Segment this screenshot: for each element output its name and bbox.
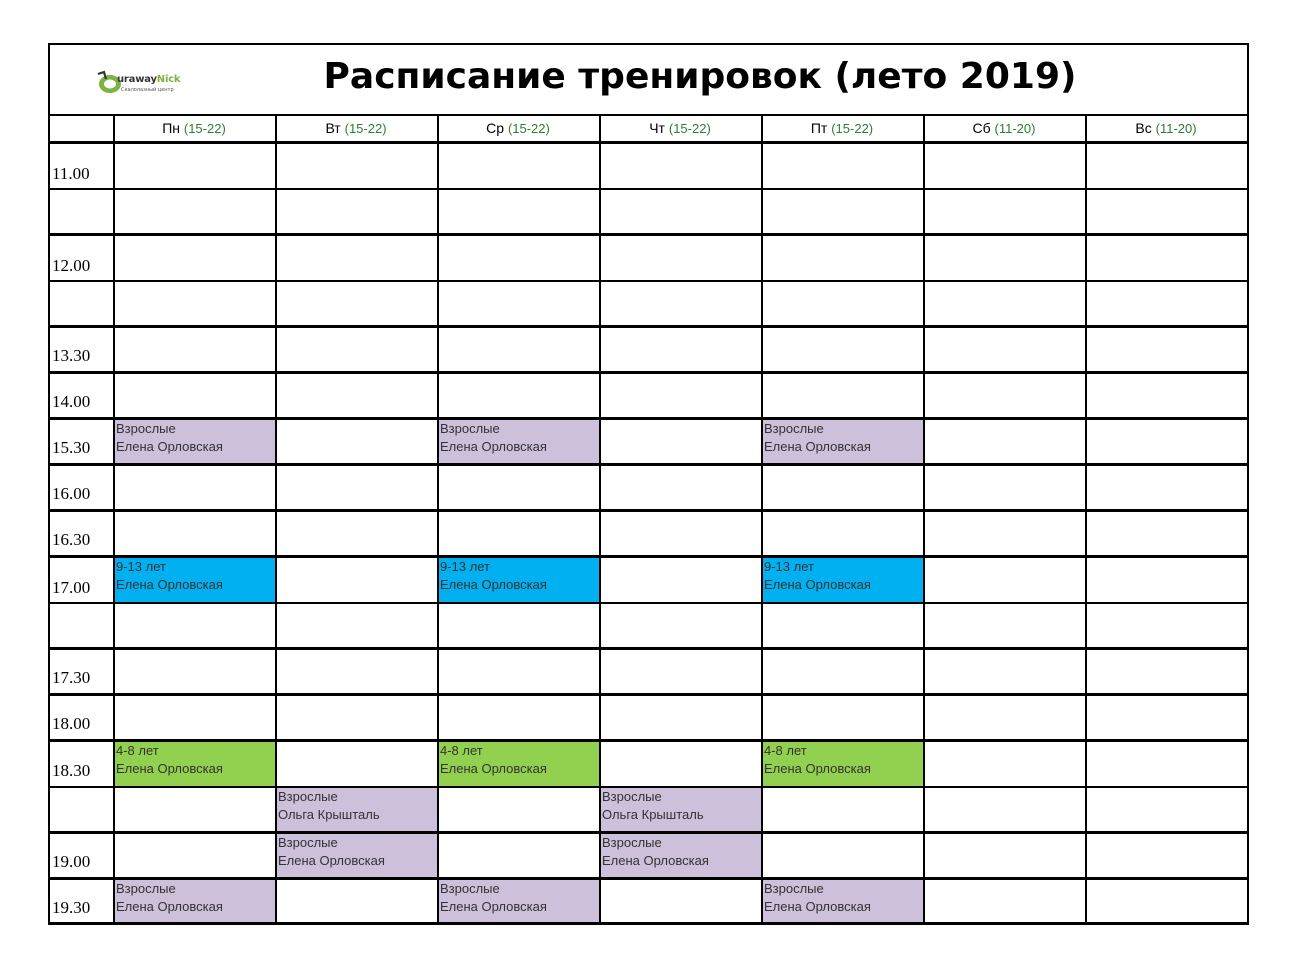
row-line [48,786,1249,788]
row-line [48,188,1249,190]
session-coach: Елена Орловская [440,761,547,776]
row-line [48,141,1249,144]
row-line [48,922,1249,925]
session-cell [113,878,275,923]
row-line [48,233,1249,236]
session-group: Взрослые [602,835,662,850]
session-coach: Елена Орловская [440,899,547,914]
session-group: Взрослые [602,789,662,804]
day-header [599,120,761,140]
day-hours: (15-22) [668,121,711,136]
session-coach: Елена Орловская [602,853,709,868]
time-label: 13.30 [52,346,91,365]
session-group: Взрослые [278,789,338,804]
time-label: 16.30 [52,530,91,549]
day-name: Вс [1135,120,1156,136]
row-line [48,325,1249,328]
session-cell [761,418,923,464]
session-group: Взрослые [440,881,500,896]
session-group: 4-8 лет [440,743,483,758]
day-hours: (11-20) [1155,121,1197,136]
column-line [275,116,277,923]
row-line [48,509,1249,512]
day-name: Вт [325,120,345,136]
time-label: 18.00 [52,714,91,733]
day-header [1085,120,1247,140]
session-cell [761,740,923,786]
session-cell [113,418,275,464]
time-label: 11.00 [52,164,90,183]
day-hours: (15-22) [507,121,550,136]
session-coach: Елена Орловская [764,761,871,776]
row-line [48,693,1249,696]
logo-tagline: Скалолазный центр [121,87,174,93]
time-label: 17.30 [52,668,91,687]
session-cell [761,556,923,602]
session-cell [113,556,275,602]
column-line [761,116,763,923]
row-line [48,831,1249,834]
row-line [48,280,1249,282]
row-line [48,371,1249,374]
row-line [48,739,1249,742]
day-name: Пн [162,120,184,136]
column-line [923,116,925,923]
session-group: 9-13 лет [116,559,166,574]
day-hours: (15-22) [183,121,226,136]
session-group: Взрослые [764,881,824,896]
day-header [437,120,599,140]
session-cell [437,878,599,923]
time-label: 15.30 [52,438,91,457]
session-cell [437,418,599,464]
column-line [599,116,601,923]
session-coach: Ольга Крышталь [278,807,380,822]
border-top [48,43,1249,45]
border-left [48,43,50,925]
day-hours: (15-22) [831,121,874,136]
row-line [48,877,1249,880]
session-group: 9-13 лет [440,559,490,574]
day-header [761,120,923,140]
day-hours: (11-20) [994,121,1036,136]
session-coach: Елена Орловская [116,577,223,592]
session-group: Взрослые [278,835,338,850]
row-line [48,647,1249,650]
day-name: Пт [810,120,832,136]
column-line [113,116,115,923]
row-line [48,417,1249,420]
time-label: 14.00 [52,392,91,411]
day-header [923,120,1085,140]
session-coach: Елена Орловская [116,439,223,454]
day-name: Сб [972,120,995,136]
session-coach: Елена Орловская [764,439,871,454]
column-line [1085,116,1087,923]
session-group: Взрослые [116,421,176,436]
row-line [48,463,1249,466]
session-cell [599,786,761,832]
session-cell [599,832,761,878]
session-coach: Елена Орловская [764,899,871,914]
time-label: 18.30 [52,761,91,780]
session-cell [437,740,599,786]
logo-brand: urawayNick [117,74,181,85]
time-label: 19.00 [52,852,91,871]
session-group: 9-13 лет [764,559,814,574]
border-right [1247,43,1249,925]
session-cell [275,832,437,878]
session-cell [113,740,275,786]
day-header [275,120,437,140]
day-name: Чт [649,120,669,136]
day-header [113,120,275,140]
session-coach: Елена Орловская [116,761,223,776]
session-group: 4-8 лет [764,743,807,758]
session-cell [761,878,923,923]
session-cell [437,556,599,602]
session-coach: Елена Орловская [440,439,547,454]
day-hours: (15-22) [344,121,387,136]
session-coach: Елена Орловская [440,577,547,592]
session-coach: Елена Орловская [278,853,385,868]
session-group: Взрослые [440,421,500,436]
time-label: 17.00 [52,578,91,597]
row-line [48,555,1249,558]
day-name: Ср [486,120,508,136]
logo [95,64,205,102]
session-group: Взрослые [116,881,176,896]
session-group: Взрослые [764,421,824,436]
page-title: Расписание тренировок (лето 2019) [323,56,1077,97]
session-group: 4-8 лет [116,743,159,758]
time-label: 12.00 [52,256,91,275]
header-separator [48,114,1249,116]
row-line [48,602,1249,604]
session-coach: Елена Орловская [116,899,223,914]
time-label: 16.00 [52,484,91,503]
column-line [437,116,439,923]
time-label: 19.30 [52,898,91,917]
session-cell [275,786,437,832]
session-coach: Елена Орловская [764,577,871,592]
session-coach: Ольга Крышталь [602,807,704,822]
